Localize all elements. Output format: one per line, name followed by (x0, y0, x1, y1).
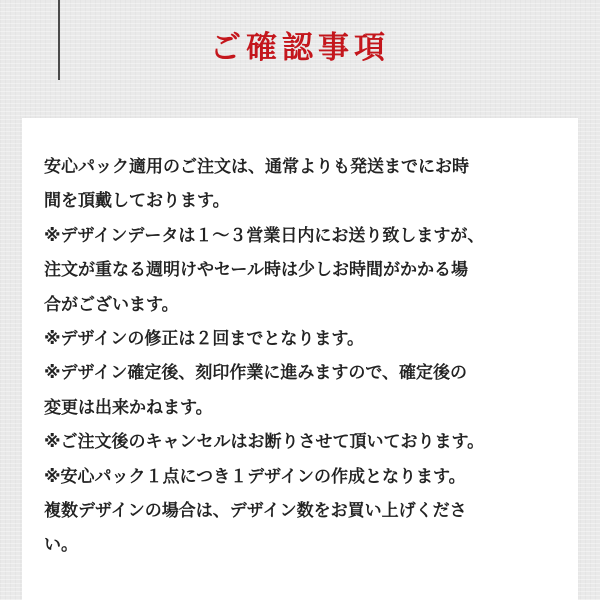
notice-line: ※デザインの修正は２回までとなります。 (44, 328, 364, 349)
notice-line: 注文が重なる週明けやセール時は少しお時間がかかる場 (44, 260, 468, 281)
notice-line: ※デザイン確定後、刻印作業に進みますので、確定後の (44, 363, 467, 384)
page-title: ご確認事項 (210, 30, 390, 66)
notice-line: い。 (44, 535, 78, 556)
notice-line: ※デザインデータは１～３営業日内にお送り致しますが、 (44, 225, 485, 246)
notice-line: 変更は出来かねます。 (44, 397, 213, 418)
notice-line: 安心パック適用のご注文は、通常よりも発送までにお時 (44, 157, 469, 177)
notice-line: 合がございます。 (44, 294, 179, 315)
notice-card (22, 118, 578, 600)
notice-line: ※安心パック１点につき１デザインの作成となります。 (44, 466, 466, 487)
notice-line: 間を頂戴しております。 (44, 191, 230, 212)
notice-line: ※ご注文後のキャンセルはお断りさせて頂いております。 (44, 432, 485, 453)
notice-line: 複数デザインの場合は、デザイン数をお買い上げくださ (44, 500, 467, 521)
notice-text-block (44, 150, 574, 563)
